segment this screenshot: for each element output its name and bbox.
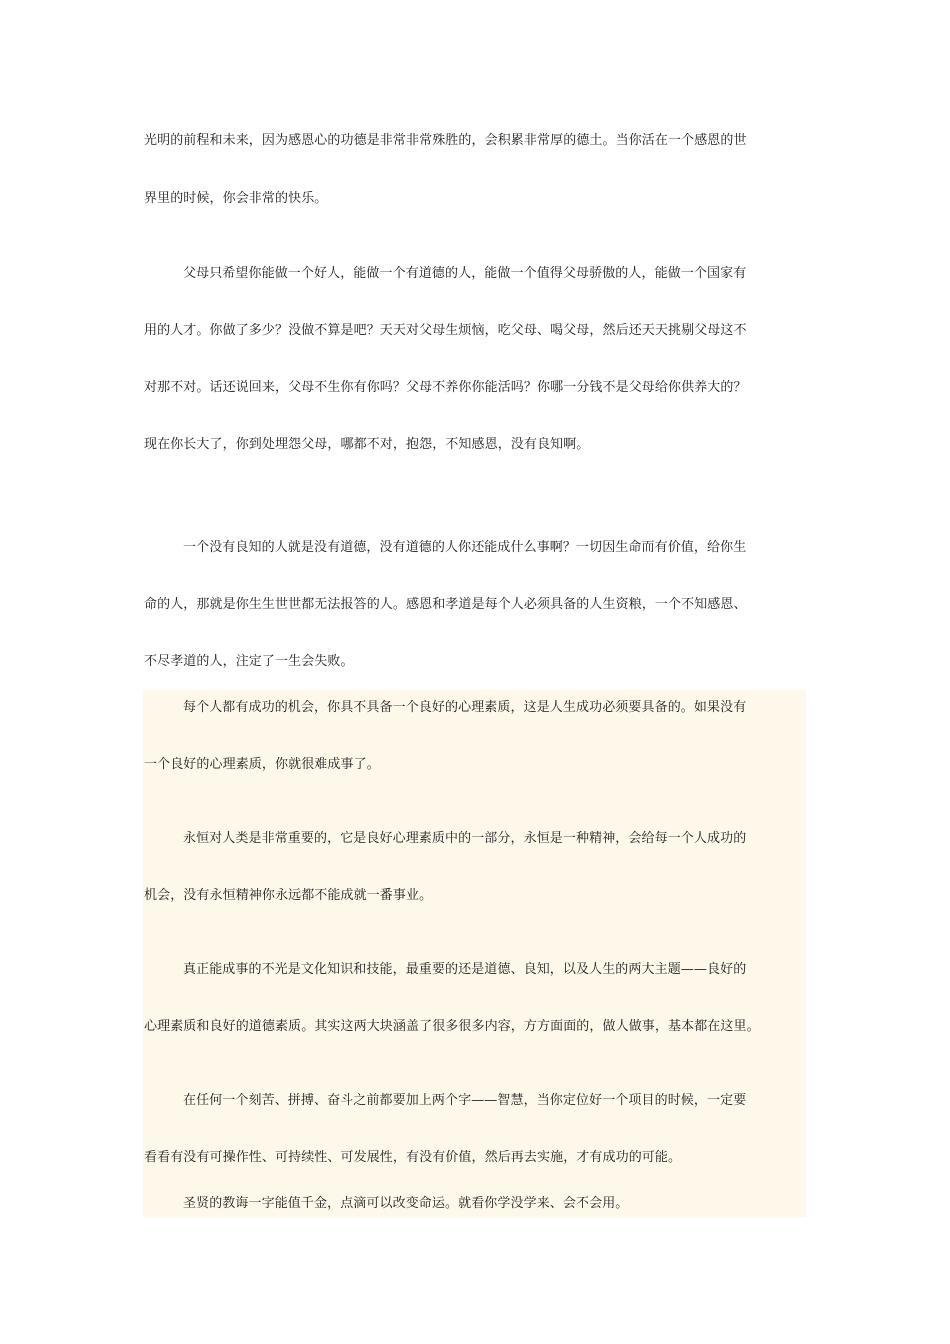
paragraph-line: 命的人，那就是你生生世世都无法报答的人。感恩和孝道是每个人必须具备的人生资粮，一个不知感恩、 xyxy=(144,597,747,612)
paragraph-line: 界里的时候，你会非常的快乐。 xyxy=(144,191,328,206)
paragraph-line: 真正能成事的不光是文化知识和技能，最重要的还是道德、良知，以及人生的两大主题——良好的 xyxy=(183,962,747,977)
paragraph-line: 父母只希望你能做一个好人，能做一个有道德的人，能做一个值得父母骄傲的人，能做一个国家有 xyxy=(183,266,747,281)
paragraph-line: 一个没有良知的人就是没有道德，没有道德的人你还能成什么事啊？一切因生命而有价值，给你生 xyxy=(183,540,747,555)
paragraph-line: 每个人都有成功的机会，你具不具备一个良好的心理素质，这是人生成功必须要具备的。如果没有 xyxy=(183,700,747,715)
paragraph-line: 机会，没有永恒精神你永远都不能成就一番事业。 xyxy=(144,888,433,903)
paragraph-line: 心理素质和良好的道德素质。其实这两大块涵盖了很多很多内容，方方面面的，做人做事，基本都在这里。 xyxy=(144,1019,760,1034)
paragraph-line: 光明的前程和未来，因为感恩心的功德是非常非常殊胜的，会积累非常厚的德土。当你活在一个感恩的世 xyxy=(144,133,747,148)
paragraph-line: 一个良好的心理素质，你就很难成事了。 xyxy=(144,757,380,772)
paragraph-line: 不尽孝道的人，注定了一生会失败。 xyxy=(144,654,354,669)
paragraph-line: 对那不对。话还说回来，父母不生你有你吗？父母不养你你能活吗？你哪一分钱不是父母给你供养大的？ xyxy=(144,380,747,395)
paragraph-line: 永恒对人类是非常重要的，它是良好心理素质中的一部分，永恒是一种精神，会给每一个人成功的 xyxy=(183,831,747,846)
paragraph-line: 在任何一个刻苦、拼搏、奋斗之前都要加上两个字——智慧，当你定位好一个项目的时候，一定要 xyxy=(183,1093,747,1108)
paragraph-line: 圣贤的教诲一字能值千金，点滴可以改变命运。就看你学没学来、会不会用。 xyxy=(183,1196,629,1211)
paragraph-line: 用的人才。你做了多少？没做不算是吧？天天对父母生烦恼，吃父母、喝父母，然后还天天挑剔父母这不 xyxy=(144,323,747,338)
paragraph-line: 看看有没有可操作性、可持续性、可发展性，有没有价值，然后再去实施，才有成功的可能。 xyxy=(144,1150,682,1165)
paragraph-line: 现在你长大了，你到处埋怨父母，哪都不对，抱怨，不知感恩，没有良知啊。 xyxy=(144,437,590,452)
